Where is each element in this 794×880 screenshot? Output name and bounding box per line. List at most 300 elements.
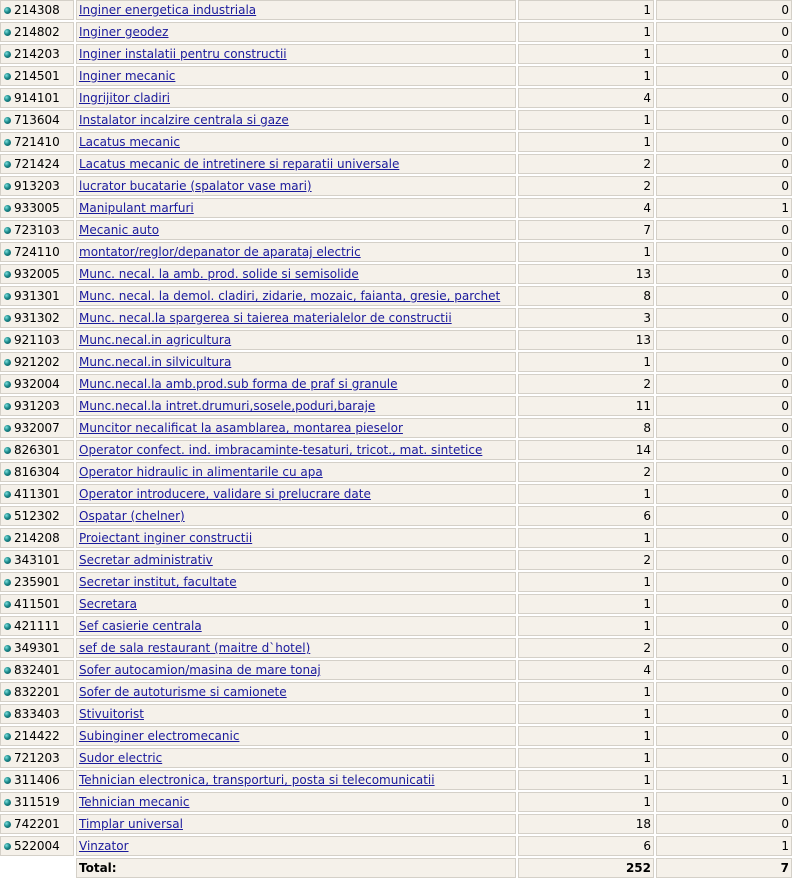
occupation-link[interactable]: Vinzator — [79, 839, 129, 853]
occupation-link[interactable]: Secretar institut, facultate — [79, 575, 237, 589]
occupation-code: 931301 — [14, 289, 60, 303]
count-a: 4 — [518, 198, 654, 218]
count-b: 0 — [656, 176, 792, 196]
count-a: 4 — [518, 88, 654, 108]
count-b: 0 — [656, 308, 792, 328]
table-row — [0, 506, 792, 526]
count-a: 1 — [518, 110, 654, 130]
count-a: 1 — [518, 352, 654, 372]
count-a: 1 — [518, 770, 654, 790]
code-cell — [0, 726, 74, 746]
occupation-link[interactable]: Munc.necal.in silvicultura — [79, 355, 232, 369]
occupation-code: 411501 — [14, 597, 60, 611]
name-cell — [76, 484, 516, 504]
name-cell — [76, 726, 516, 746]
table-row — [0, 550, 792, 570]
occupation-link[interactable]: Timplar universal — [79, 817, 183, 831]
occupation-link[interactable]: Munc.necal.in agricultura — [79, 333, 232, 347]
count-b: 0 — [656, 220, 792, 240]
bullet-icon — [4, 183, 11, 190]
code-cell — [0, 682, 74, 702]
occupation-code: 931302 — [14, 311, 60, 325]
count-a: 1 — [518, 748, 654, 768]
bullet-icon — [4, 513, 11, 520]
occupation-link[interactable]: Inginer mecanic — [79, 69, 176, 83]
table-row — [0, 440, 792, 460]
table-row — [0, 616, 792, 636]
name-cell — [76, 44, 516, 64]
total-label: Total: — [76, 858, 516, 878]
name-cell — [76, 616, 516, 636]
count-a: 1 — [518, 484, 654, 504]
count-b: 0 — [656, 704, 792, 724]
occupation-link[interactable]: Inginer energetica industriala — [79, 3, 257, 17]
count-a: 1 — [518, 66, 654, 86]
count-a: 1 — [518, 22, 654, 42]
code-cell — [0, 44, 74, 64]
occupation-code: 311406 — [14, 773, 60, 787]
name-cell — [76, 352, 516, 372]
code-cell — [0, 352, 74, 372]
name-cell — [76, 814, 516, 834]
bullet-icon — [4, 843, 11, 850]
occupation-link[interactable]: lucrator bucatarie (spalator vase mari) — [79, 179, 312, 193]
table-row — [0, 88, 792, 108]
bullet-icon — [4, 205, 11, 212]
occupation-code: 931203 — [14, 399, 60, 413]
name-cell — [76, 572, 516, 592]
occupation-link[interactable]: Operator hidraulic in alimentarile cu apa — [79, 465, 323, 479]
count-a: 1 — [518, 616, 654, 636]
code-cell — [0, 132, 74, 152]
occupation-link[interactable]: Inginer instalatii pentru constructii — [79, 47, 287, 61]
count-a: 8 — [518, 418, 654, 438]
occupation-code: 235901 — [14, 575, 60, 589]
code-cell — [0, 506, 74, 526]
total-blank-cell — [0, 858, 74, 878]
count-b: 1 — [656, 198, 792, 218]
occupation-code: 933005 — [14, 201, 60, 215]
table-row — [0, 286, 792, 306]
bullet-icon — [4, 7, 11, 14]
code-cell — [0, 550, 74, 570]
name-cell — [76, 22, 516, 42]
occupation-code: 349301 — [14, 641, 60, 655]
code-cell — [0, 286, 74, 306]
count-b: 0 — [656, 550, 792, 570]
occupation-link[interactable]: Tehnician electronica, transporturi, posta si telecomunicatii — [79, 773, 435, 787]
code-cell — [0, 660, 74, 680]
count-a: 1 — [518, 242, 654, 262]
bullet-icon — [4, 755, 11, 762]
table-row — [0, 770, 792, 790]
count-b: 0 — [656, 462, 792, 482]
occupation-code: 421111 — [14, 619, 60, 633]
code-cell — [0, 242, 74, 262]
occupation-code: 721203 — [14, 751, 60, 765]
occupation-link[interactable]: Munc. necal. la amb. prod. solide si semisolide — [79, 267, 359, 281]
bullet-icon — [4, 491, 11, 498]
occupation-link[interactable]: Secretara — [79, 597, 137, 611]
bullet-icon — [4, 73, 11, 80]
table-row — [0, 396, 792, 416]
bullet-icon — [4, 447, 11, 454]
bullet-icon — [4, 403, 11, 410]
code-cell — [0, 418, 74, 438]
bullet-icon — [4, 799, 11, 806]
occupation-link[interactable]: Munc.necal.la amb.prod.sub forma de praf si granule — [79, 377, 398, 391]
code-cell — [0, 22, 74, 42]
occupation-code: 723103 — [14, 223, 60, 237]
bullet-icon — [4, 821, 11, 828]
count-a: 1 — [518, 0, 654, 20]
occupation-link[interactable]: Sofer autocamion/masina de mare tonaj — [79, 663, 321, 677]
name-cell — [76, 264, 516, 284]
bullet-icon — [4, 579, 11, 586]
bullet-icon — [4, 227, 11, 234]
bullet-icon — [4, 29, 11, 36]
name-cell — [76, 110, 516, 130]
count-b: 0 — [656, 374, 792, 394]
occupation-code: 721424 — [14, 157, 60, 171]
name-cell — [76, 506, 516, 526]
total-count-a: 252 — [518, 858, 654, 878]
occupation-code: 512302 — [14, 509, 60, 523]
bullet-icon — [4, 557, 11, 564]
table-row — [0, 0, 792, 20]
name-cell — [76, 418, 516, 438]
name-cell — [76, 792, 516, 812]
table-row — [0, 726, 792, 746]
name-cell — [76, 528, 516, 548]
occupation-link[interactable]: Secretar administrativ — [79, 553, 213, 567]
code-cell — [0, 792, 74, 812]
table-row — [0, 594, 792, 614]
occupation-code: 742201 — [14, 817, 60, 831]
count-b: 0 — [656, 44, 792, 64]
occupation-code: 832201 — [14, 685, 60, 699]
occupation-code: 932004 — [14, 377, 60, 391]
count-b: 0 — [656, 660, 792, 680]
occupation-code: 214802 — [14, 25, 60, 39]
code-cell — [0, 176, 74, 196]
table-row — [0, 154, 792, 174]
count-b: 0 — [656, 22, 792, 42]
occupation-code: 832401 — [14, 663, 60, 677]
count-b: 0 — [656, 242, 792, 262]
count-a: 7 — [518, 220, 654, 240]
bullet-icon — [4, 601, 11, 608]
bullet-icon — [4, 623, 11, 630]
occupation-link[interactable]: Sef casierie centrala — [79, 619, 202, 633]
code-cell — [0, 198, 74, 218]
count-a: 2 — [518, 374, 654, 394]
occupation-link[interactable]: sef de sala restaurant (maitre d`hotel) — [79, 641, 311, 655]
count-a: 4 — [518, 660, 654, 680]
code-cell — [0, 330, 74, 350]
table-row — [0, 242, 792, 262]
name-cell — [76, 374, 516, 394]
occupation-link[interactable]: Proiectant inginer constructii — [79, 531, 253, 545]
bullet-icon — [4, 161, 11, 168]
count-b: 1 — [656, 836, 792, 856]
bullet-icon — [4, 425, 11, 432]
bullet-icon — [4, 139, 11, 146]
table-row — [0, 66, 792, 86]
name-cell — [76, 682, 516, 702]
code-cell — [0, 462, 74, 482]
bullet-icon — [4, 337, 11, 344]
count-a: 1 — [518, 792, 654, 812]
occupation-link[interactable]: Munc. necal.la spargerea si taierea materialelor de constructii — [79, 311, 452, 325]
count-b: 0 — [656, 528, 792, 548]
count-b: 0 — [656, 616, 792, 636]
table-row — [0, 44, 792, 64]
occupation-code: 833403 — [14, 707, 60, 721]
name-cell — [76, 132, 516, 152]
count-a: 1 — [518, 132, 654, 152]
bullet-icon — [4, 95, 11, 102]
occupation-link[interactable]: Mecanic auto — [79, 223, 160, 237]
count-b: 0 — [656, 572, 792, 592]
code-cell — [0, 374, 74, 394]
code-cell — [0, 616, 74, 636]
occupation-code: 932005 — [14, 267, 60, 281]
code-cell — [0, 528, 74, 548]
name-cell — [76, 748, 516, 768]
table-row — [0, 484, 792, 504]
table-row — [0, 792, 792, 812]
name-cell — [76, 550, 516, 570]
bullet-icon — [4, 117, 11, 124]
occupation-link[interactable]: Subinginer electromecanic — [79, 729, 240, 743]
count-b: 0 — [656, 396, 792, 416]
table-row — [0, 352, 792, 372]
table-row — [0, 220, 792, 240]
occupation-link[interactable]: Sofer de autoturisme si camionete — [79, 685, 287, 699]
count-b: 0 — [656, 440, 792, 460]
code-cell — [0, 704, 74, 724]
name-cell — [76, 286, 516, 306]
occupation-link[interactable]: Lacatus mecanic de intretinere si reparatii universale — [79, 157, 400, 171]
occupation-link[interactable]: Tehnician mecanic — [79, 795, 190, 809]
bullet-icon — [4, 359, 11, 366]
count-a: 11 — [518, 396, 654, 416]
name-cell — [76, 176, 516, 196]
code-cell — [0, 0, 74, 20]
code-cell — [0, 308, 74, 328]
bullet-icon — [4, 667, 11, 674]
count-b: 0 — [656, 792, 792, 812]
bullet-icon — [4, 315, 11, 322]
bullet-icon — [4, 645, 11, 652]
code-cell — [0, 814, 74, 834]
code-cell — [0, 220, 74, 240]
count-b: 1 — [656, 770, 792, 790]
count-b: 0 — [656, 132, 792, 152]
table-row — [0, 198, 792, 218]
name-cell — [76, 770, 516, 790]
occupation-code: 214308 — [14, 3, 60, 17]
table-row — [0, 660, 792, 680]
name-cell — [76, 154, 516, 174]
bullet-icon — [4, 733, 11, 740]
table-row — [0, 308, 792, 328]
count-b: 0 — [656, 0, 792, 20]
count-b: 0 — [656, 638, 792, 658]
code-cell — [0, 66, 74, 86]
bullet-icon — [4, 271, 11, 278]
occupation-link[interactable]: Sudor electric — [79, 751, 163, 765]
table-row — [0, 264, 792, 284]
occupation-code: 826301 — [14, 443, 60, 457]
bullet-icon — [4, 777, 11, 784]
count-b: 0 — [656, 814, 792, 834]
count-a: 1 — [518, 594, 654, 614]
count-a: 1 — [518, 44, 654, 64]
occupation-link[interactable]: Munc.necal.la intret.drumuri,sosele,poduri,baraje — [79, 399, 376, 413]
name-cell — [76, 462, 516, 482]
name-cell — [76, 594, 516, 614]
count-b: 0 — [656, 726, 792, 746]
count-b: 0 — [656, 594, 792, 614]
table-row — [0, 462, 792, 482]
count-b: 0 — [656, 506, 792, 526]
occupation-link[interactable]: Instalator incalzire centrala si gaze — [79, 113, 289, 127]
table-row — [0, 682, 792, 702]
code-cell — [0, 88, 74, 108]
count-a: 1 — [518, 572, 654, 592]
count-a: 1 — [518, 528, 654, 548]
name-cell — [76, 440, 516, 460]
name-cell — [76, 88, 516, 108]
occupation-link[interactable]: Stivuitorist — [79, 707, 144, 721]
code-cell — [0, 396, 74, 416]
count-b: 0 — [656, 66, 792, 86]
count-a: 14 — [518, 440, 654, 460]
count-b: 0 — [656, 484, 792, 504]
name-cell — [76, 660, 516, 680]
bullet-icon — [4, 535, 11, 542]
count-b: 0 — [656, 110, 792, 130]
occupation-code: 343101 — [14, 553, 60, 567]
table-row — [0, 528, 792, 548]
occupation-code: 932007 — [14, 421, 60, 435]
code-cell — [0, 748, 74, 768]
name-cell — [76, 836, 516, 856]
table-row — [0, 638, 792, 658]
code-cell — [0, 110, 74, 130]
occupation-link[interactable]: Inginer geodez — [79, 25, 169, 39]
code-cell — [0, 264, 74, 284]
name-cell — [76, 220, 516, 240]
occupation-link[interactable]: montator/reglor/depanator de aparataj electric — [79, 245, 361, 259]
name-cell — [76, 330, 516, 350]
table-row — [0, 22, 792, 42]
count-a: 1 — [518, 726, 654, 746]
code-cell — [0, 440, 74, 460]
occupation-code: 921202 — [14, 355, 60, 369]
occupation-link[interactable]: Manipulant marfuri — [79, 201, 194, 215]
count-a: 2 — [518, 638, 654, 658]
occupation-code: 522004 — [14, 839, 60, 853]
table-row — [0, 572, 792, 592]
name-cell — [76, 0, 516, 20]
occupation-link[interactable]: Operator confect. ind. imbracaminte-tesaturi, tricot., mat. sintetice — [79, 443, 483, 457]
table-row — [0, 814, 792, 834]
name-cell — [76, 704, 516, 724]
occupation-code: 411301 — [14, 487, 60, 501]
table-row — [0, 132, 792, 152]
count-b: 0 — [656, 264, 792, 284]
count-b: 0 — [656, 748, 792, 768]
occupation-code: 721410 — [14, 135, 60, 149]
count-a: 3 — [518, 308, 654, 328]
count-b: 0 — [656, 286, 792, 306]
occupation-code: 921103 — [14, 333, 60, 347]
occupation-link[interactable]: Ingrijitor cladiri — [79, 91, 170, 105]
total-row — [0, 858, 792, 878]
table-row — [0, 330, 792, 350]
occupation-code: 214501 — [14, 69, 60, 83]
count-a: 6 — [518, 836, 654, 856]
code-cell — [0, 836, 74, 856]
count-b: 0 — [656, 682, 792, 702]
count-a: 13 — [518, 330, 654, 350]
bullet-icon — [4, 381, 11, 388]
count-a: 13 — [518, 264, 654, 284]
count-b: 0 — [656, 88, 792, 108]
occupation-code: 713604 — [14, 113, 60, 127]
count-a: 2 — [518, 154, 654, 174]
occupation-code: 914101 — [14, 91, 60, 105]
code-cell — [0, 572, 74, 592]
occupation-link[interactable]: Operator introducere, validare si prelucrare date — [79, 487, 371, 501]
occupation-link[interactable]: Muncitor necalificat la asamblarea, montarea pieselor — [79, 421, 403, 435]
bullet-icon — [4, 293, 11, 300]
name-cell — [76, 66, 516, 86]
name-cell — [76, 308, 516, 328]
occupation-code: 311519 — [14, 795, 60, 809]
code-cell — [0, 770, 74, 790]
count-a: 8 — [518, 286, 654, 306]
occupation-code: 214203 — [14, 47, 60, 61]
table-row — [0, 110, 792, 130]
count-a: 6 — [518, 506, 654, 526]
occupation-code: 816304 — [14, 465, 60, 479]
occupation-link[interactable]: Munc. necal. la demol. cladiri, zidarie, mozaic, faianta, gresie, parchet — [79, 289, 501, 303]
name-cell — [76, 638, 516, 658]
table-row — [0, 704, 792, 724]
count-b: 0 — [656, 418, 792, 438]
bullet-icon — [4, 249, 11, 256]
count-a: 18 — [518, 814, 654, 834]
code-cell — [0, 594, 74, 614]
count-a: 1 — [518, 704, 654, 724]
name-cell — [76, 396, 516, 416]
table-row — [0, 176, 792, 196]
table-row — [0, 836, 792, 856]
occupation-code: 214422 — [14, 729, 60, 743]
code-cell — [0, 484, 74, 504]
table-row — [0, 748, 792, 768]
count-b: 0 — [656, 330, 792, 350]
occupation-link[interactable]: Lacatus mecanic — [79, 135, 180, 149]
count-a: 1 — [518, 682, 654, 702]
bullet-icon — [4, 51, 11, 58]
name-cell — [76, 242, 516, 262]
occupation-link[interactable]: Ospatar (chelner) — [79, 509, 185, 523]
